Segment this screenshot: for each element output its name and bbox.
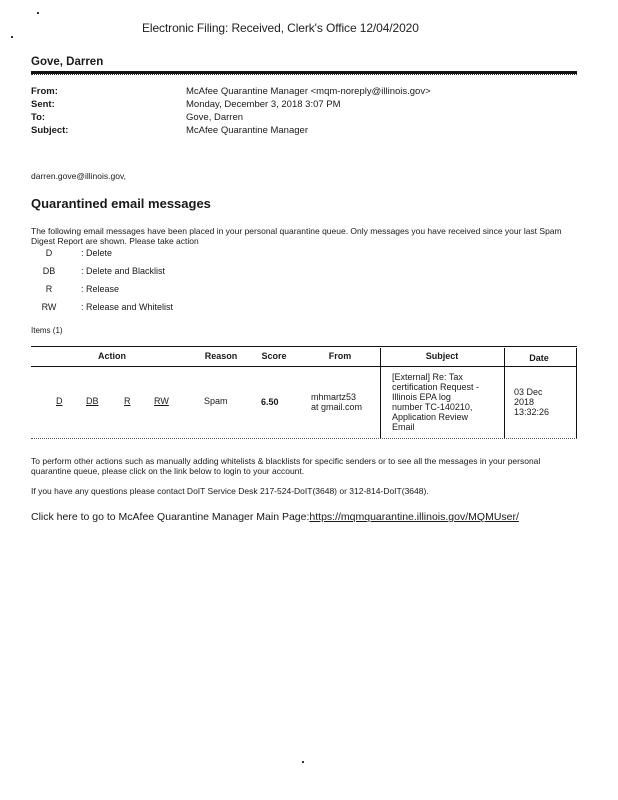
subject-cell-line: Email [392, 422, 415, 432]
page-title: Quarantined email messages [31, 196, 211, 211]
column-header-reason: Reason [204, 351, 238, 361]
reason-cell: Spam [204, 396, 228, 406]
column-header-action: Action [98, 351, 126, 361]
table-top-rule [31, 346, 577, 347]
legend-code: DB [42, 266, 56, 276]
legend-code: D [45, 248, 53, 258]
from-cell-line1: mhmartz53 [311, 392, 357, 402]
column-divider [504, 348, 505, 438]
items-count-label: Items (1) [31, 326, 63, 335]
table-bottom-rule [31, 438, 577, 439]
column-header-subject: Subject [425, 351, 459, 361]
legend-code: RW [41, 302, 57, 312]
intro-text: The following email messages have been placed in your personal quarantine queue. Only messages you have received since your last Spam Digest Report are shown. Please take action [31, 226, 562, 246]
header-subject-value: McAfee Quarantine Manager [186, 125, 308, 136]
column-divider [380, 348, 381, 438]
delete-blacklist-action-link[interactable]: DB [86, 396, 99, 406]
header-sent-value: Monday, December 3, 2018 3:07 PM [186, 99, 341, 110]
quarantine-table [31, 346, 577, 440]
legend-code: R [45, 284, 53, 294]
date-cell-line: 2018 [514, 397, 535, 407]
release-action-link[interactable]: R [124, 396, 131, 406]
subject-cell-line: number TC-140210, [392, 402, 473, 412]
table-header-rule [31, 366, 577, 367]
header-to-label: To: [31, 112, 46, 123]
release-whitelist-action-link[interactable]: RW [154, 396, 169, 406]
footer-instructions: To perform other actions such as manually adding whitelists & blacklists for specific senders or to see all the messages in your personal quarantine queue, please click on the link below to login to your account. [31, 456, 541, 476]
mqm-login-link[interactable]: https://mqmquarantine.illinois.gov/MQMUser/ [309, 511, 519, 523]
legend-desc: : Release and Whitelist [81, 302, 174, 312]
email-owner-name: Gove, Darren [31, 56, 104, 68]
legend-desc: : Delete and Blacklist [81, 266, 166, 276]
header-divider-dotted [31, 74, 577, 75]
scan-speck [302, 761, 304, 763]
header-sent-label: Sent: [31, 99, 55, 110]
delete-action-link[interactable]: D [56, 396, 63, 406]
score-cell: 6.50 [261, 397, 279, 407]
date-cell-line: 03 Dec [514, 387, 543, 397]
header-to-value: Gove, Darren [186, 112, 244, 123]
subject-cell-line: [External] Re: Tax [392, 372, 463, 382]
column-header-score: Score [261, 351, 287, 361]
column-header-date: Date [529, 353, 549, 363]
filing-stamp: Electronic Filing: Received, Clerk's Office 12/04/2020 [142, 21, 419, 35]
mqm-login-line [31, 511, 519, 523]
subject-cell-line: Application Review [392, 412, 469, 422]
column-divider [576, 348, 577, 438]
header-subject-label: Subject: [31, 125, 69, 136]
recipient-address: darren.gove@illinois.gov, [31, 171, 126, 181]
column-header-from: From [328, 351, 352, 361]
legend-desc: : Release [81, 284, 120, 294]
from-cell-line2: at gmail.com [311, 402, 363, 412]
scan-speck [11, 36, 13, 38]
header-from-label: From: [31, 86, 58, 97]
scan-speck [37, 12, 39, 14]
legend-desc: : Delete [81, 248, 113, 258]
date-cell-line: 13:32:26 [514, 407, 550, 417]
footer-contact: If you have any questions please contact DoIT Service Desk 217-524-DoIT(3648) or 312-814-DoIT(3648). [31, 486, 429, 496]
subject-cell-line: Illinois EPA log [392, 392, 451, 402]
subject-cell-line: certification Request - [392, 382, 480, 392]
header-from-value: McAfee Quarantine Manager <mqm-noreply@illinois.gov> [186, 86, 431, 97]
mqm-login-text: Click here to go to McAfee Quarantine Manager Main Page: [31, 511, 310, 523]
